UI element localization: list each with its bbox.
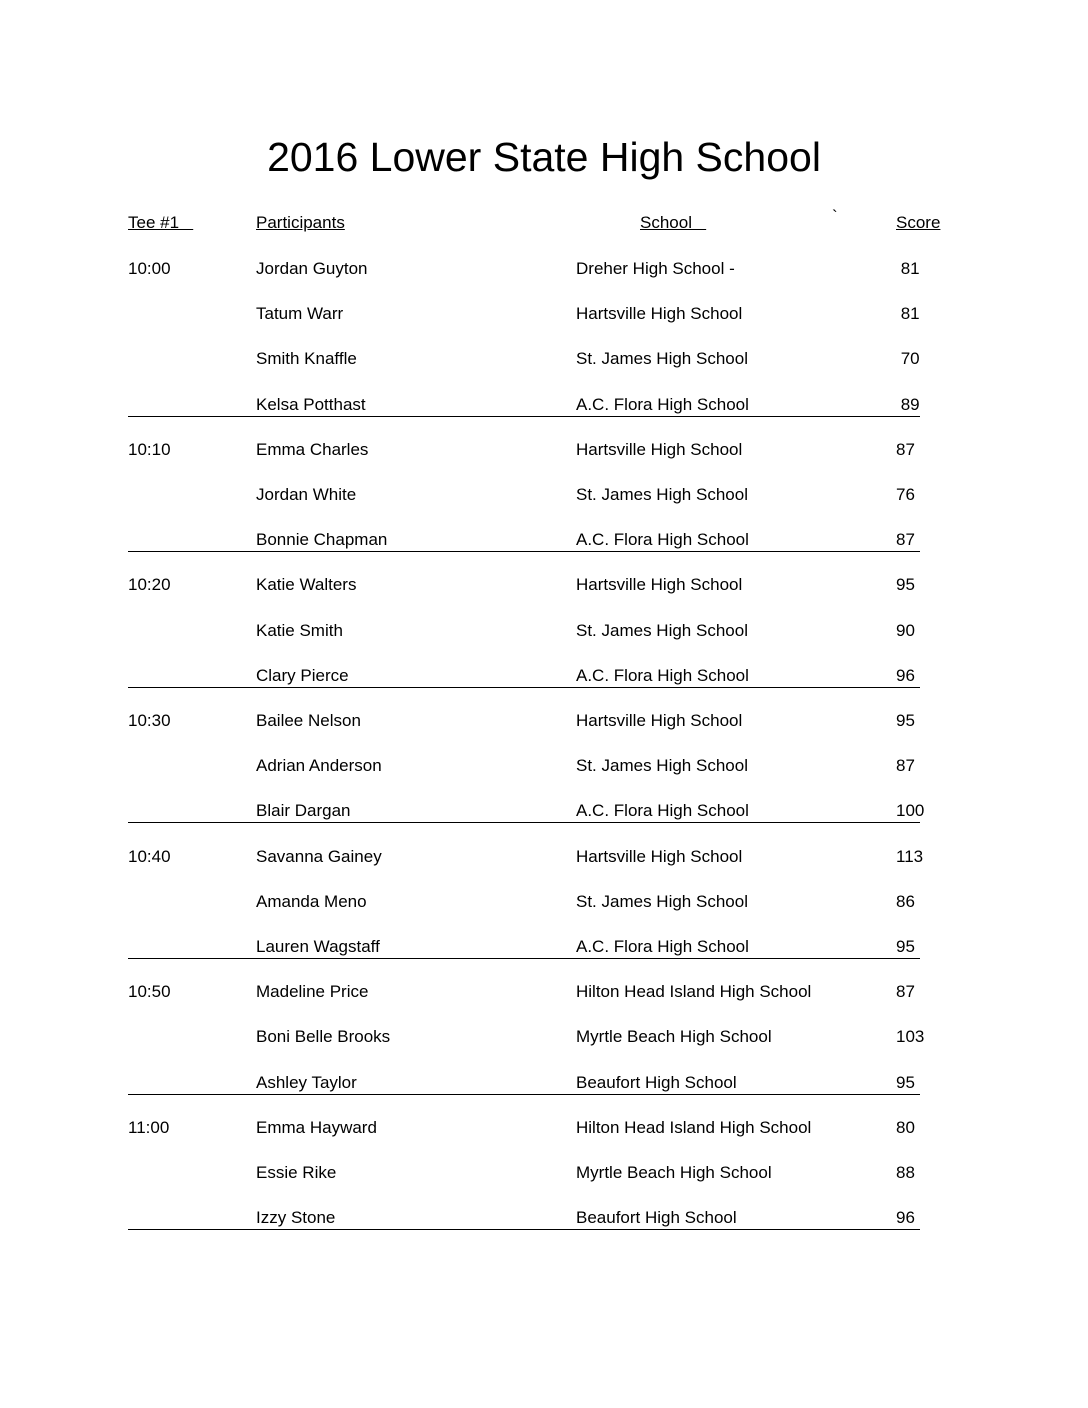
score-value: 95 bbox=[896, 711, 915, 730]
school-name: Hartsville High School bbox=[576, 439, 743, 459]
participant-name: Jordan Guyton bbox=[256, 259, 368, 278]
tee-time: 10:30 bbox=[128, 711, 171, 730]
participant-name: Emma Hayward bbox=[256, 1117, 377, 1137]
score-value: 87 bbox=[896, 439, 915, 459]
score-value: 103 bbox=[896, 1027, 925, 1047]
participant-name: Amanda Meno bbox=[256, 891, 367, 911]
table-row bbox=[0, 620, 1088, 665]
tee-time: 11:00 bbox=[128, 1117, 170, 1137]
tee-time: 10:40 bbox=[128, 846, 171, 866]
table-row bbox=[0, 755, 1088, 800]
participant-name: Emma Charles bbox=[256, 439, 369, 459]
school-name: Beaufort High School bbox=[576, 1208, 737, 1228]
participant-name: Jordan White bbox=[256, 485, 357, 504]
participant-name: Blair Dargan bbox=[256, 801, 351, 821]
table-row bbox=[0, 891, 1088, 936]
table-row bbox=[0, 303, 1088, 348]
participant-name: Ashley Taylor bbox=[256, 1072, 357, 1092]
tee-time: 10:20 bbox=[128, 575, 171, 595]
score-value: 113 bbox=[896, 846, 924, 866]
table-row bbox=[0, 439, 1088, 484]
participant-name: Izzy Stone bbox=[256, 1208, 336, 1228]
school-name: Beaufort High School bbox=[576, 1072, 737, 1092]
school-name: St. James High School bbox=[576, 756, 748, 776]
group-divider bbox=[128, 687, 920, 688]
table-row bbox=[0, 1026, 1088, 1071]
school-name: A.C. Flora High School bbox=[576, 801, 749, 821]
school-name: St. James High School bbox=[576, 620, 748, 640]
score-value: 81 bbox=[896, 304, 920, 324]
table-row bbox=[0, 1117, 1088, 1162]
score-value: 96 bbox=[896, 1208, 915, 1228]
school-name: A.C. Flora High School bbox=[576, 394, 749, 414]
school-name: Hartsville High School bbox=[576, 575, 743, 595]
score-value: 87 bbox=[896, 982, 915, 1002]
participant-name: Smith Knaffle bbox=[256, 349, 357, 369]
table-row bbox=[0, 574, 1088, 619]
school-name: Hartsville High School bbox=[576, 711, 743, 730]
participant-name: Lauren Wagstaff bbox=[256, 937, 380, 956]
score-value: 95 bbox=[896, 575, 915, 595]
table-row bbox=[0, 394, 1088, 439]
score-value: 96 bbox=[896, 665, 915, 685]
school-name: Dreher High School - bbox=[576, 259, 735, 278]
header-tee: Tee #1 bbox=[128, 213, 194, 232]
score-value: 87 bbox=[896, 530, 915, 550]
participant-name: Kelsa Potthast bbox=[256, 394, 366, 414]
table-row bbox=[0, 1072, 1088, 1117]
participant-name: Clary Pierce bbox=[256, 665, 349, 685]
school-name: Hilton Head Island High School bbox=[576, 982, 812, 1002]
group-divider bbox=[128, 1094, 920, 1095]
school-name: Myrtle Beach High School bbox=[576, 1027, 772, 1047]
group-divider bbox=[128, 958, 920, 959]
table-row bbox=[0, 936, 1088, 981]
participant-name: Katie Smith bbox=[256, 620, 343, 640]
table-row bbox=[0, 665, 1088, 710]
header-score: Score bbox=[896, 213, 941, 232]
page-title: 2016 Lower State High School bbox=[267, 134, 821, 180]
table-row bbox=[0, 1162, 1088, 1207]
header-participants: Participants bbox=[256, 213, 345, 232]
participant-name: Essie Rike bbox=[256, 1163, 337, 1182]
participant-name: Adrian Anderson bbox=[256, 756, 382, 776]
participant-name: Tatum Warr bbox=[256, 304, 344, 324]
school-name: Hilton Head Island High School bbox=[576, 1117, 812, 1137]
participant-name: Katie Walters bbox=[256, 575, 357, 595]
participant-name: Savanna Gainey bbox=[256, 846, 382, 866]
score-value: 89 bbox=[896, 394, 920, 414]
tee-time: 10:10 bbox=[128, 439, 171, 459]
header-school: School bbox=[640, 213, 707, 232]
table-row bbox=[0, 800, 1088, 845]
participant-name: Bailee Nelson bbox=[256, 711, 361, 730]
school-name: St. James High School bbox=[576, 485, 748, 504]
score-value: 88 bbox=[896, 1163, 915, 1182]
group-divider bbox=[128, 822, 920, 823]
score-value: 81 bbox=[896, 259, 920, 278]
score-value: 87 bbox=[896, 756, 915, 776]
participant-name: Madeline Price bbox=[256, 982, 369, 1002]
header-stray-mark: ` bbox=[832, 207, 838, 226]
score-value: 100 bbox=[896, 801, 925, 821]
score-value: 95 bbox=[896, 937, 915, 956]
score-value: 80 bbox=[896, 1117, 915, 1137]
school-name: A.C. Flora High School bbox=[576, 937, 749, 956]
table-row bbox=[0, 529, 1088, 574]
score-value: 95 bbox=[896, 1072, 915, 1092]
table-row bbox=[0, 258, 1088, 303]
score-value: 90 bbox=[896, 620, 915, 640]
group-divider bbox=[128, 551, 920, 552]
score-value: 86 bbox=[896, 891, 915, 911]
school-name: St. James High School bbox=[576, 891, 748, 911]
school-name: Hartsville High School bbox=[576, 304, 743, 324]
school-name: A.C. Flora High School bbox=[576, 530, 749, 550]
school-name: Myrtle Beach High School bbox=[576, 1163, 772, 1182]
participant-name: Bonnie Chapman bbox=[256, 530, 388, 550]
score-value: 70 bbox=[896, 349, 920, 369]
table-row bbox=[0, 710, 1088, 755]
school-name: St. James High School bbox=[576, 349, 748, 369]
tee-time: 10:50 bbox=[128, 982, 171, 1002]
table-row bbox=[0, 348, 1088, 393]
school-name: Hartsville High School bbox=[576, 846, 743, 866]
table-row bbox=[0, 981, 1088, 1026]
table-row bbox=[0, 846, 1088, 891]
participant-name: Boni Belle Brooks bbox=[256, 1027, 391, 1047]
table-row bbox=[0, 1207, 1088, 1252]
group-divider bbox=[128, 416, 920, 417]
score-value: 76 bbox=[896, 485, 915, 504]
tee-time: 10:00 bbox=[128, 259, 171, 278]
table-row bbox=[0, 484, 1088, 529]
group-divider bbox=[128, 1229, 920, 1230]
school-name: A.C. Flora High School bbox=[576, 665, 749, 685]
